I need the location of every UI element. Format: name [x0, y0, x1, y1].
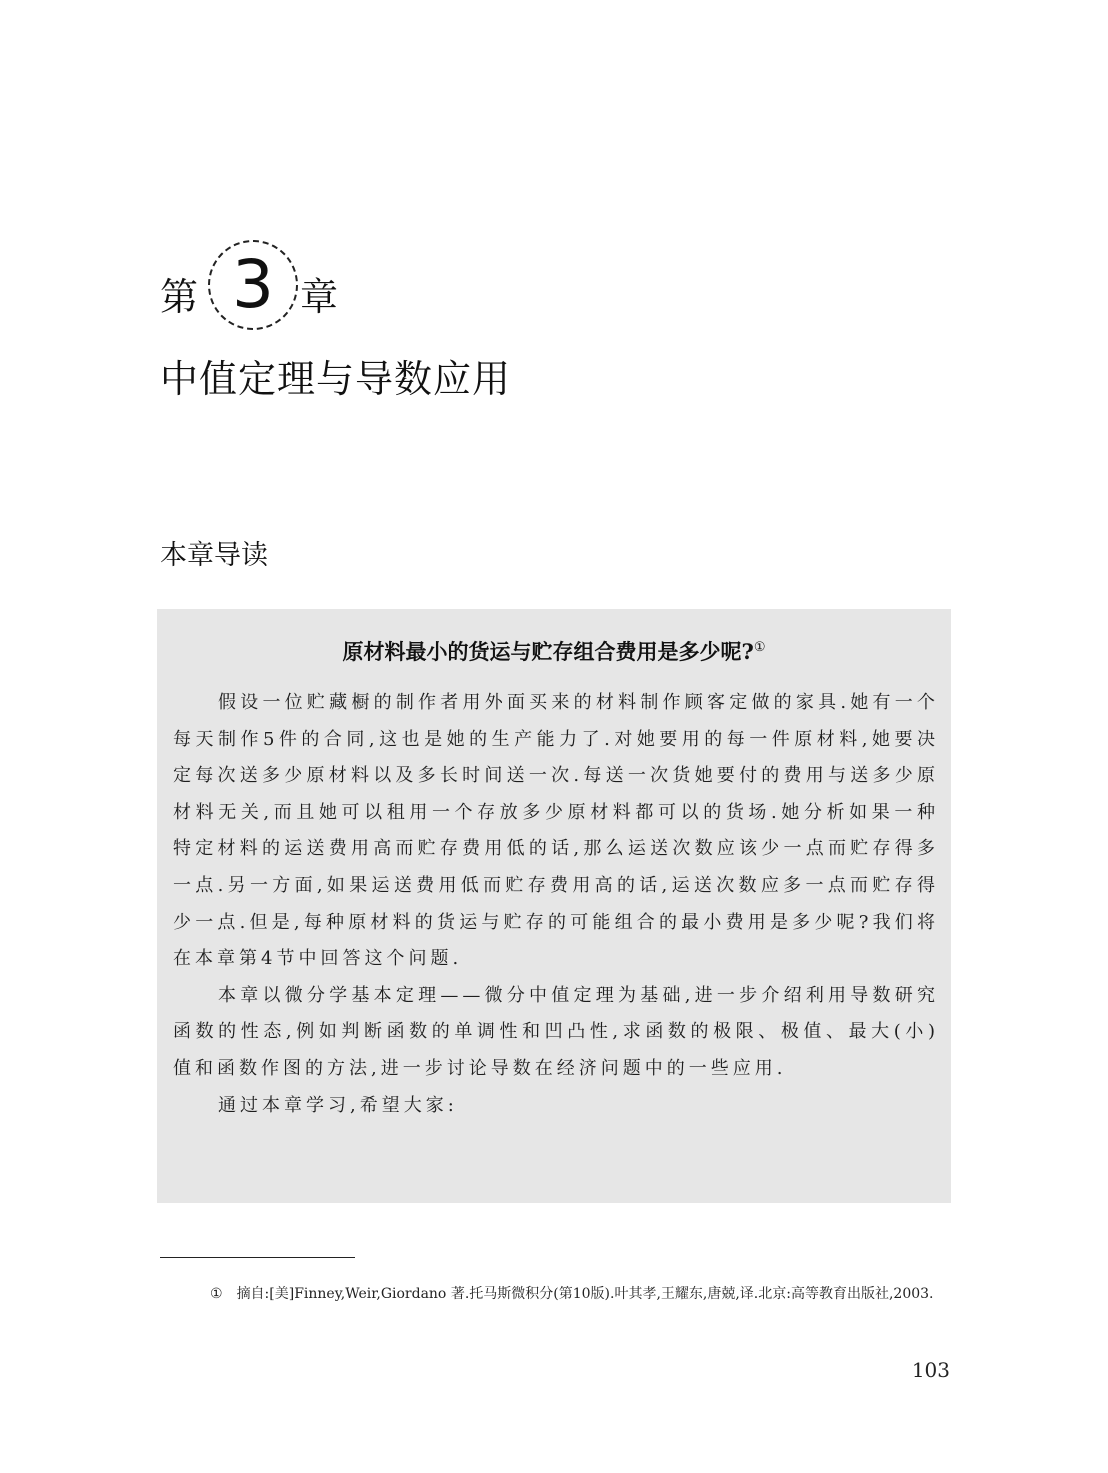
intro-heading-text: 原材料最小的货运与贮存组合费用是多少呢? [342, 639, 754, 664]
footnote-marker: ① [210, 1286, 223, 1302]
intro-paragraph: 假设一位贮藏橱的制作者用外面买来的材料制作顾客定做的家具.她有一个每天制作5件的合同,这也是她的生产能力了.对她要用的每一件原材料,她要决定每次送多少原材料以及多长时间送一次.每送一次货她要付的费用与送多少原材料无关,而且她可以租用一个存放多少原材料都可以的货场.她分析如果一种特定材料的运送费用高而贮存费用低的话,那么运送次数应该少一点而贮存得多一点.另一方面,如果运送费用低而贮存费用高的话,运送次数应多一点而贮存得少一点.但是,每种原材料的货运与贮存的可能组合的最小费用是多少呢?我们将在本章第4节中回答这个问题. [173, 692, 939, 970]
footnote-reference: ① [753, 640, 766, 655]
chapter-prefix: 第 [160, 275, 199, 319]
chapter-suffix: 章 [300, 275, 339, 319]
intro-body [173, 685, 939, 1124]
intro-box [157, 609, 951, 1203]
footnote [160, 1280, 950, 1308]
intro-paragraph: 本章以微分学基本定理——微分中值定理为基础,进一步介绍利用导数研究函数的性态,例如判断函数的单调性和凹凸性,求函数的极限、极值、最大(小)值和函数作图的方法,进一步讨论导数在经济问题中的一些应用. [173, 984, 939, 1079]
footnote-divider [160, 1257, 355, 1258]
chapter-number-badge: 3 [208, 240, 298, 330]
chapter-title: 中值定理与导数应用 [160, 357, 512, 401]
footnote-text: 摘自:[美]Finney,Weir,Giordano 著.托马斯微积分(第10版).叶其孝,王耀东,唐兢,译.北京:高等教育出版社,2003. [236, 1286, 934, 1302]
section-title: 本章导读 [160, 540, 268, 571]
intro-heading [157, 636, 951, 666]
page-number: 103 [911, 1358, 950, 1382]
intro-paragraph: 通过本章学习,希望大家: [218, 1094, 458, 1116]
